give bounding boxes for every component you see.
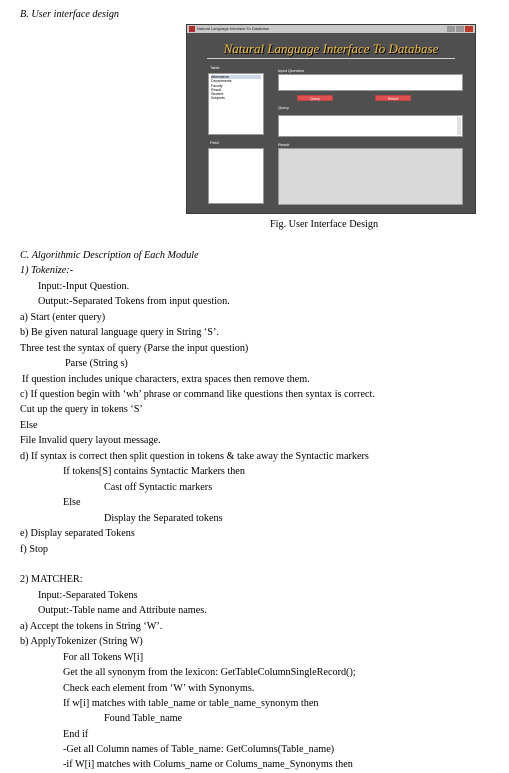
result-button: Result: [375, 95, 411, 101]
text-line: a) Start (enter query): [20, 312, 106, 323]
text-line: Cast off Syntactic markers: [104, 482, 213, 493]
text-line: If question includes unique characters, extra spaces then remove them.: [22, 374, 310, 385]
result-label: Result: [278, 142, 290, 147]
ui-screenshot-figure: [186, 24, 476, 214]
window-title: Natural Language Interface To Database: [197, 26, 269, 31]
window-controls: [447, 26, 473, 32]
text-line: Check each element from ‘W’ with Synonyms.: [63, 683, 255, 694]
text-line: Else: [20, 420, 38, 431]
text-line: Found Table_name: [104, 713, 183, 724]
text-line: Input:-Separated Tokens: [38, 590, 138, 601]
title-divider: [207, 58, 455, 59]
text-line: Input:-Input Question.: [38, 281, 130, 292]
matcher-heading: 2) MATCHER:: [20, 574, 83, 585]
figure-caption: Fig. User Interface Design: [270, 219, 379, 230]
text-line: File Invalid query layout message.: [20, 435, 161, 446]
text-line: Get the all synonym from the lexicon: GetTableColumnSingleRecord();: [63, 667, 356, 678]
field-listbox: [208, 148, 264, 204]
text-line: End if: [63, 729, 89, 740]
app-icon: [189, 26, 195, 32]
close-icon: [465, 26, 473, 32]
text-line: b) ApplyTokenizer (String W): [20, 636, 143, 647]
text-line: c) If question begin with ‘wh’ phrase or command like questions then syntax is correct.: [20, 389, 375, 400]
table-item: Attendance: [211, 75, 261, 79]
table-item: Result: [211, 87, 222, 92]
table-label: Table: [210, 65, 220, 70]
text-line: -Get all Column names of Table_name: GetColumns(Table_name): [63, 744, 335, 755]
query-label: Query: [278, 105, 289, 110]
table-item: Faculty: [211, 83, 223, 88]
text-line: Cut up the query in tokens ‘S’: [20, 404, 143, 415]
text-line: b) Be given natural language query in String ‘S’.: [20, 327, 219, 338]
maximize-icon: [456, 26, 464, 32]
section-c-heading: C. Algorithmic Description of Each Module: [20, 250, 199, 261]
query-field: [278, 115, 463, 137]
query-button: Query: [297, 95, 333, 101]
text-line: e) Display separated Tokens: [20, 528, 135, 539]
text-line: If tokens[S] contains Syntactic Markers then: [63, 466, 245, 477]
input-question-label: Input Question: [278, 68, 305, 73]
text-line: Else: [63, 497, 81, 508]
tokenize-heading: 1) Tokenize:-: [20, 265, 74, 276]
text-line: Output:-Table name and Attribute names.: [38, 605, 207, 616]
text-line: If w[i] matches with table_name or table_name_synonym then: [63, 698, 319, 709]
text-line: For all Tokens W[i]: [63, 652, 144, 663]
window-titlebar: [187, 25, 475, 33]
table-item: Subjects: [211, 96, 225, 101]
text-line: f) Stop: [20, 544, 49, 555]
text-line: Output:-Separated Tokens from input question.: [38, 296, 230, 307]
text-line: a) Accept the tokens in String ‘W’.: [20, 621, 163, 632]
app-title: Natural Language Interface To Database: [223, 41, 439, 56]
result-area: [278, 148, 463, 205]
table-item: Student: [211, 92, 224, 97]
table-item: Departments: [211, 79, 232, 84]
scrollbar: [457, 117, 461, 135]
text-line: Three test the syntax of query (Parse the input question): [20, 343, 249, 354]
table-listbox: [208, 73, 264, 135]
field-label: Field: [210, 140, 219, 145]
input-question-field: [278, 74, 463, 91]
minimize-icon: [447, 26, 455, 32]
text-line: d) If syntax is correct then split question in tokens & take away the Syntactic markers: [20, 451, 369, 462]
text-line: Parse (String s): [65, 358, 128, 369]
text-line: -if W[i] matches with Colums_name or Colums_name_Synonyms then: [63, 759, 353, 770]
section-b-heading: B. User interface design: [20, 9, 120, 20]
text-line: Display the Separated tokens: [104, 513, 223, 524]
